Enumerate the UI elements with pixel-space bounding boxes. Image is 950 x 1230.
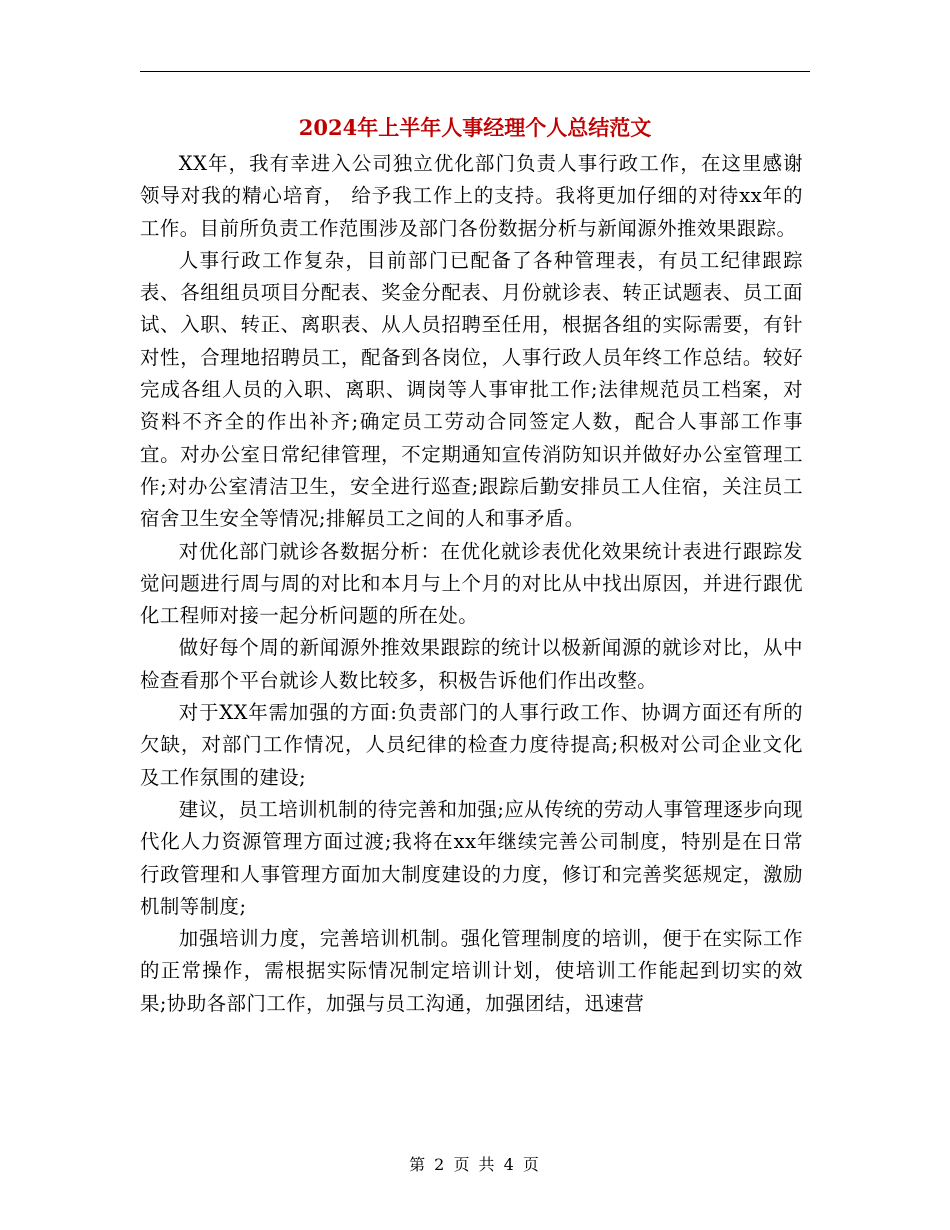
document-body bbox=[140, 148, 803, 1020]
paragraph-3: 对优化部门就诊各数据分析：在优化就诊表优化效果统计表进行跟踪发觉问题进行周与周的对比和本月与上个月的对比从中找出原因，并进行跟优化工程师对接一起分析问题的所在处。 bbox=[140, 539, 803, 628]
paragraph-4: 做好每个周的新闻源外推效果跟踪的统计以极新闻源的就诊对比，从中检查看那个平台就诊人数比较多，积极告诉他们作出改整。 bbox=[140, 636, 803, 692]
document-title: 2024年上半年人事经理个人总结范文 bbox=[298, 115, 652, 140]
paragraph-6: 建议，员工培训机制的待完善和加强;应从传统的劳动人事管理逐步向现代化人力资源管理方面过渡;我将在xx年继续完善公司制度，特别是在日常行政管理和人事管理方面加大制度建设的力度，修订和完善奖惩规定，激励机制等制度; bbox=[140, 797, 803, 918]
paragraph-5: 对于XX年需加强的方面:负责部门的人事行政工作、协调方面还有所的欠缺，对部门工作情况，人员纪律的检查力度待提高;积极对公司企业文化及工作氛围的建设; bbox=[140, 701, 803, 789]
paragraph-1: XX年，我有幸进入公司独立优化部门负责人事行政工作，在这里感谢领导对我的精心培育， 给予我工作上的支持。我将更加仔细的对待xx年的工作。目前所负责工作范围涉及部门各份数据分析与新闻源外推效果跟踪。 bbox=[140, 152, 803, 240]
paragraph-2: 人事行政工作复杂，目前部门已配备了各种管理表，有员工纪律跟踪表、各组组员项目分配表、奖金分配表、月份就诊表、转正试题表、员工面试、入职、转正、离职表、从人员招聘至任用，根据各组的实际需要，有针对性，合理地招聘员工，配备到各岗位，人事行政人员年终工作总结。较好完成各组人员的入职、离职、调岗等人事审批工作;法律规范员工档案，对资料不齐全的作出补齐;确定员工劳动合同签定人数，配合人事部工作事宜。对办公室日常纪律管理，不定期通知宣传消防知识并做好办公室管理工作;对办公室清洁卫生，安全进行巡查;跟踪后勤安排员工人住宿，关注员工宿舍卫生安全等情况;排解员工之间的人和事矛盾。 bbox=[140, 248, 803, 531]
page-number-footer: 第 2 页 共 4 页 bbox=[409, 1155, 541, 1174]
header-rule bbox=[140, 71, 810, 72]
paragraph-7: 加强培训力度，完善培训机制。强化管理制度的培训，便于在实际工作的正常操作，需根据实际情况制定培训计划，使培训工作能起到切实的效果;协助各部门工作，加强与员工沟通，加强团结，迅速营 bbox=[140, 927, 803, 1015]
